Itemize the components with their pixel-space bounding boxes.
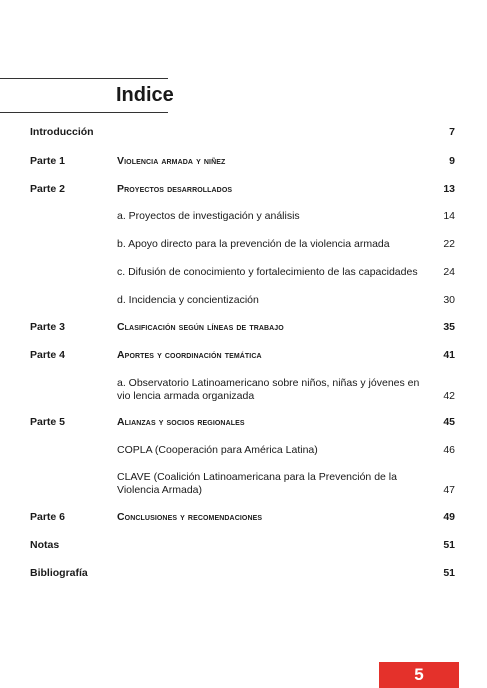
toc-label: Parte 5: [30, 416, 66, 428]
toc-label: Bibliografía: [30, 567, 88, 579]
toc-label: Introducción: [30, 126, 94, 138]
page-title: Indice: [116, 84, 174, 106]
toc-label: Parte 2: [30, 183, 66, 195]
toc-section-title: Aportes y coordinación temática: [117, 349, 262, 361]
toc-section-title: Violencia armada y niñez: [117, 155, 226, 167]
toc-page: 9: [449, 155, 455, 167]
toc-label: Notas: [30, 539, 60, 551]
toc-page: 46: [443, 444, 455, 456]
toc-page: 51: [443, 539, 455, 551]
toc-subsection-title: a. Observatorio Latinoamericano sobre niños, niñas y jóvenes en vio lencia armada organizada: [117, 377, 420, 402]
toc-section-title: Conclusiones y recomendaciones: [117, 511, 263, 523]
toc-subsection-title: COPLA (Cooperación para América Latina): [117, 444, 318, 456]
toc-page: 51: [443, 567, 455, 579]
toc-page: 14: [443, 210, 455, 222]
toc-label: Parte 4: [30, 349, 66, 361]
toc-subsection-title: a. Proyectos de investigación y análisis: [117, 210, 300, 222]
toc-section-title: Proyectos desarrollados: [117, 183, 233, 195]
toc-page: 35: [443, 321, 455, 333]
toc-page: 7: [449, 126, 455, 138]
toc-page: 47: [443, 484, 455, 496]
toc-label: Parte 6: [30, 511, 66, 523]
toc-section-title: Alianzas y socios regionales: [117, 416, 245, 428]
toc-subsection-title: c. Difusión de conocimiento y fortalecimiento de las capacidades: [117, 266, 418, 278]
title-top-rule: [0, 78, 168, 79]
toc-label: Parte 1: [30, 155, 66, 167]
toc-subsection-title: d. Incidencia y concientización: [117, 294, 259, 306]
toc-page: 13: [443, 183, 455, 195]
toc-page: 49: [443, 511, 455, 523]
toc-section-title: Clasificación según líneas de trabajo: [117, 321, 284, 333]
toc-page: 30: [443, 294, 455, 306]
toc-page: 24: [443, 266, 455, 278]
page-number-badge: 5: [379, 662, 459, 688]
toc-subsection-title: CLAVE (Coalición Latinoamericana para la Prevención de la Violencia Armada): [117, 471, 397, 496]
title-bottom-rule: [0, 112, 168, 113]
toc-page: 22: [443, 238, 455, 250]
toc-label: Parte 3: [30, 321, 66, 333]
toc-page: 41: [443, 349, 455, 361]
toc-page: 45: [443, 416, 455, 428]
toc-page: 42: [443, 390, 455, 402]
toc-subsection-title: b. Apoyo directo para la prevención de la violencia armada: [117, 238, 390, 250]
